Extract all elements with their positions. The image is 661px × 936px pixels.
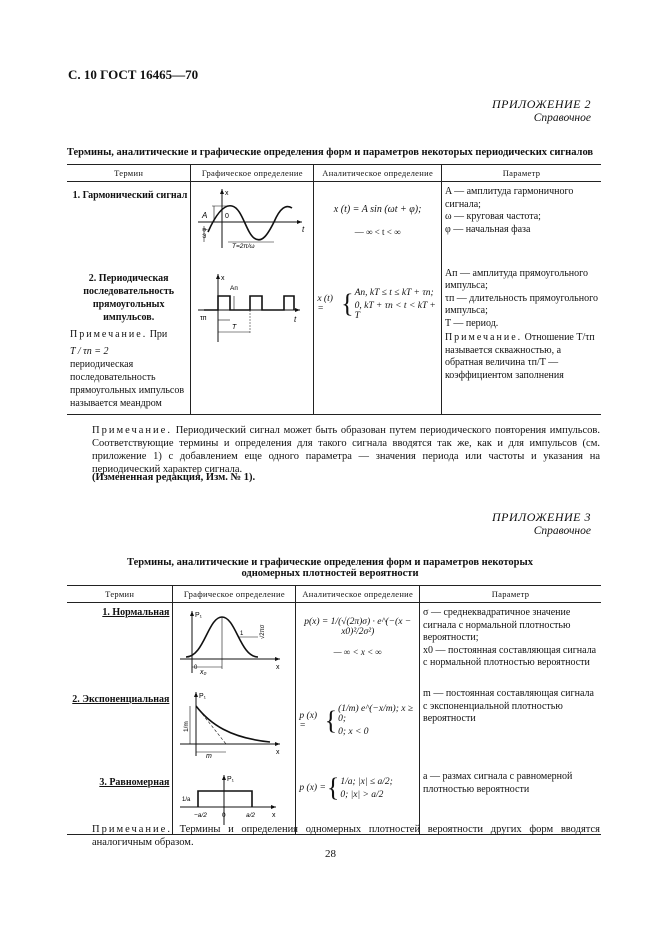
table-row bbox=[67, 182, 601, 264]
svg-text:x₀: x₀ bbox=[200, 669, 207, 676]
svg-text:0: 0 bbox=[225, 213, 230, 220]
term-harmonic: 1. Гармонический сигнал bbox=[72, 190, 188, 201]
harmonic-graph bbox=[194, 186, 310, 252]
params-rect-pulses: Aп — амплитуда прямоугольного импульса; τп — длительность прямоугольного импульса; T — период. Примечание. Отношение T/τп называется скважностью, а обратная величина τп/T — коэффициентом заполнения bbox=[441, 264, 601, 415]
table2-title: Термины, аналитические и графические определения форм и параметров некоторых одномерных плотностей вероятности bbox=[127, 557, 533, 579]
table1-title: Термины, аналитические и графические определения форм и параметров некоторых периодических сигналов bbox=[66, 147, 594, 158]
params-harmonic: A — амплитуда гармоничного сигнала; ω — круговая частота; φ — начальная фаза bbox=[441, 182, 601, 264]
svg-text:m: m bbox=[206, 753, 213, 760]
svg-text:0: 0 bbox=[194, 665, 198, 671]
svg-text:τп: τп bbox=[200, 314, 207, 322]
formula-normal: p(x) = 1/(√(2π)σ) · e^(−(x − x0)²/2σ²) — ∞ < x < ∞ bbox=[296, 603, 420, 685]
table2 bbox=[67, 585, 601, 835]
table2-col-analytic: Аналитическое определение bbox=[296, 586, 420, 603]
formula-harmonic: x (t) = A sin (ωt + φ); — ∞ < t < ∞ bbox=[314, 182, 442, 264]
uniform-graph bbox=[176, 771, 292, 827]
svg-text:T: T bbox=[232, 323, 237, 331]
svg-text:ω φ: ω φ bbox=[202, 227, 209, 238]
term-rect-pulses: 2. Периодическая последовательность прямоугольных импульсов. Примечание. При T / τп = 2 периодическая последовательность прямоугольных импульсов называется меандром bbox=[67, 264, 191, 415]
table1-header-row bbox=[67, 165, 601, 182]
table1 bbox=[67, 164, 601, 415]
graph-harmonic bbox=[191, 182, 314, 264]
svg-text:1: 1 bbox=[240, 631, 244, 637]
term-exponential: 2. Экспоненциальная bbox=[72, 694, 170, 705]
amendment-note: (Измененная редакция, Изм. № 1). bbox=[92, 472, 256, 483]
page-header: С. 10 ГОСТ 16465—70 bbox=[68, 67, 199, 82]
table1-col-param: Параметр bbox=[441, 165, 601, 182]
rect-pulses-graph bbox=[194, 268, 310, 344]
table1-footnote: Примечание. Периодический сигнал может быть образован путем периодического повторения импульсов. Соответствующие термины и определения для такого сигнала вводятся так же, как и для импульсов (см. приложение 1) с добавлением еще одного параметра — значения периода или частоты и указания на периодический характер сигнала. bbox=[92, 425, 601, 475]
graph-normal bbox=[173, 603, 296, 685]
graph-exponential bbox=[173, 684, 296, 767]
appendix-3-title: ПРИЛОЖЕНИЕ 3 bbox=[492, 510, 591, 524]
svg-text:x: x bbox=[225, 190, 229, 197]
term-uniform: 3. Равномерная bbox=[67, 767, 173, 835]
note-fraction: T / τп = 2 bbox=[70, 345, 109, 357]
table2-footnote: Примечание. Термины и определения одномерных плотностей вероятности других форм вводятся аналогичным образом. bbox=[92, 824, 600, 848]
normal-graph bbox=[176, 607, 292, 677]
svg-text:x: x bbox=[272, 812, 276, 819]
svg-text:P₁: P₁ bbox=[199, 693, 207, 700]
svg-text:t: t bbox=[294, 314, 297, 324]
table2-col-term: Термин bbox=[67, 586, 173, 603]
appendix-3-label bbox=[492, 510, 591, 537]
svg-text:1/m: 1/m bbox=[183, 721, 191, 732]
table2-header-row bbox=[67, 586, 601, 603]
table1-col-analytic: Аналитическое определение bbox=[314, 165, 442, 182]
svg-text:x: x bbox=[276, 664, 280, 671]
table-row bbox=[67, 684, 601, 767]
formula-rect-pulses: x (t) = { Aп, kT ≤ t ≤ kT + τп; 0, kT + τп < t < kT + T bbox=[314, 264, 442, 415]
table-row bbox=[67, 603, 601, 685]
svg-text:t: t bbox=[302, 225, 305, 234]
svg-text:P₁: P₁ bbox=[227, 776, 235, 783]
exponential-graph bbox=[176, 688, 292, 760]
params-uniform: a — размах сигнала с равномерной плотностью вероятности bbox=[420, 767, 601, 835]
appendix-2-sub: Справочное bbox=[533, 112, 591, 124]
svg-text:a/2: a/2 bbox=[246, 812, 256, 819]
term-normal: 1. Нормальная bbox=[102, 607, 170, 618]
page-number: 28 bbox=[325, 848, 336, 860]
params-exponential: m — постоянная составляющая сигнала с экспоненциальной плотностью вероятности bbox=[420, 684, 601, 767]
svg-text:T=2π/ω: T=2π/ω bbox=[232, 243, 255, 250]
graph-rect-pulses bbox=[191, 264, 314, 415]
appendix-2-title: ПРИЛОЖЕНИЕ 2 bbox=[492, 97, 591, 111]
svg-text:1/a: 1/a bbox=[182, 797, 191, 803]
params-normal: σ — среднеквадратичное значение сигнала с нормальной плотностью вероятности; x0 — постоянная составляющая сигнала с нормальной плотностью вероятности bbox=[420, 603, 601, 685]
table2-col-graph: Графическое определение bbox=[173, 586, 296, 603]
table2-col-param: Параметр bbox=[420, 586, 601, 603]
table-row bbox=[67, 264, 601, 415]
svg-text:Aп: Aп bbox=[230, 284, 239, 292]
svg-text:P₁: P₁ bbox=[195, 612, 203, 619]
svg-text:A: A bbox=[202, 211, 208, 220]
table1-col-graph: Графическое определение bbox=[191, 165, 314, 182]
formula-uniform: p (x) = { 1/a; |x| ≤ a/2; 0; |x| > a/2 bbox=[296, 767, 420, 835]
table1-col-term: Термин bbox=[67, 165, 191, 182]
appendix-3-sub: Справочное bbox=[533, 525, 591, 537]
svg-text:x: x bbox=[276, 749, 280, 756]
appendix-2-label bbox=[492, 97, 591, 124]
svg-text:√2πσ: √2πσ bbox=[260, 624, 267, 639]
svg-text:−a/2: −a/2 bbox=[194, 812, 208, 819]
svg-text:x: x bbox=[221, 274, 225, 282]
svg-text:0: 0 bbox=[222, 812, 227, 819]
formula-exponential: p (x) = { (1/m) e^(−x/m); x ≥ 0; 0; x < 0 bbox=[296, 684, 420, 767]
